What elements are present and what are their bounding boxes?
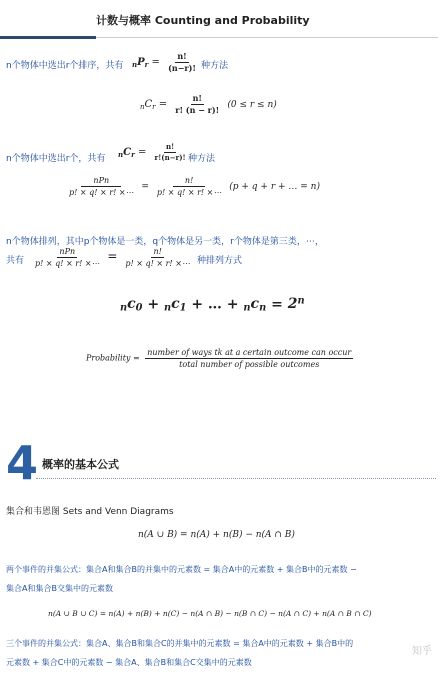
comb-denominator: r!(n−r)! — [154, 153, 186, 163]
union-two-text-line1: 两个事件的并集公式：集合A和集合B的并集中的元素数 = 集合A中的元素数 + 集合B中的元素数 − — [6, 565, 357, 574]
union-three-formula: n(A ∪ B ∪ C) = n(A) + n(B) + n(C) − n(A ∩ B) − n(B ∩ C) − n(A ∩ C) + n(A ∩ B ∩ C) — [48, 609, 372, 618]
union-two-text-line2: 集合A和集合B交集中的元素数 — [6, 584, 113, 593]
combination-formula: $_nC_r$ = $\frac{n!}{r!(n-r)!}$ — [118, 142, 186, 163]
multinomial-condition: (p + q + r + … = n) — [229, 182, 320, 193]
permutation-suffix: 种方法 — [201, 61, 229, 71]
union-two-formula: n(A ∪ B) = n(A) + n(B) − n(A ∩ B) — [138, 530, 295, 540]
comb-numerator: n! — [164, 143, 176, 153]
group-permutation-suffix: 种排列方式 — [197, 256, 243, 266]
multinomial-numerator-1: nPn — [81, 176, 121, 187]
section-number: 4 — [6, 436, 39, 490]
comb-def-denominator: r! (n − r)! — [175, 105, 220, 116]
perm-denominator: (n−r)! — [168, 63, 196, 74]
perm-symbol: $_nP_r$ — [132, 57, 149, 69]
permutation-text: n个物体中选出r个排序，共有 — [6, 61, 124, 71]
watermark: 知乎 — [412, 646, 432, 657]
group-numerator-1: nPn — [57, 247, 77, 258]
section-title: 概率的基本公式 — [42, 458, 119, 471]
group-denominator-1: p! × q! × r! ×⋯ — [35, 259, 100, 269]
probability-denominator: total number of possible outcomes — [179, 360, 320, 370]
header-rule-accent — [0, 36, 96, 39]
combination-text: n个物体中选出r个，共有 — [6, 154, 106, 164]
multinomial-denominator-1: p! × q! × r! ×⋯ — [69, 188, 134, 198]
header-rule — [96, 37, 438, 38]
group-permutation-prefix: 共有 — [6, 256, 25, 266]
multinomial-numerator-2: n! — [173, 176, 205, 187]
probability-label: Probability = — [86, 353, 140, 363]
group-denominator-2: p! × q! × r! ×⋯ — [125, 259, 190, 269]
group-permutation-text: n个物体排列，其中p个物体是一类，q个物体是另一类，r个物体是第三类，⋯， — [6, 237, 324, 247]
section-divider — [36, 478, 436, 479]
combination-suffix: 种方法 — [188, 154, 216, 164]
page-title: 计数与概率 Counting and Probability — [96, 14, 310, 27]
combination-sum-formula: $_nc_0 + _nc_1$ + … + $_nc_n = 2^n$ — [120, 296, 305, 314]
multinomial-formula: $\frac{\text{nPn}}{p! \times q! \times r! \times\cdots}$ = $\frac{n!}{p! \times q! \times r! \times\cdots}$ (p + q + r + … = n) — [69, 176, 320, 198]
group-permutation-formula: $\frac{\text{nPn}}{p! \times q! \times r! \times\cdots}$ = $\frac{n!}{p! \times q! \times r! \times\cdots}$ — [35, 247, 190, 269]
union-three-text-line2: 元素数 + 集合C中的元素数 − 集合A、集合B和集合C交集中的元素数 — [6, 658, 252, 667]
group-numerator-2: n! — [151, 247, 163, 258]
comb-symbol: $_nC_r$ — [140, 99, 156, 111]
permutation-formula: $_nP_r$ = $\frac{n!}{(n-r)!}$ — [132, 51, 196, 74]
comb-def-condition: (0 ≤ r ≤ n) — [227, 100, 277, 111]
comb-def-numerator: n! — [191, 94, 204, 105]
combination-definition: $_nC_r$ = $\frac{n!}{r! (n - r)!}$ (0 ≤ r ≤ n) — [140, 93, 277, 116]
union-three-text-line1: 三个事件的并集公式：集合A、集合B和集合C的并集中的元素数 = 集合A中的元素数 + 集合B中的 — [6, 639, 354, 648]
probability-formula — [86, 348, 356, 369]
perm-numerator: n! — [175, 52, 188, 63]
venn-heading: 集合和韦恩图 Sets and Venn Diagrams — [6, 507, 174, 517]
multinomial-denominator-2: p! × q! × r! ×⋯ — [156, 188, 222, 198]
probability-numerator: number of ways tk at a certain outcome can occur — [145, 348, 353, 359]
